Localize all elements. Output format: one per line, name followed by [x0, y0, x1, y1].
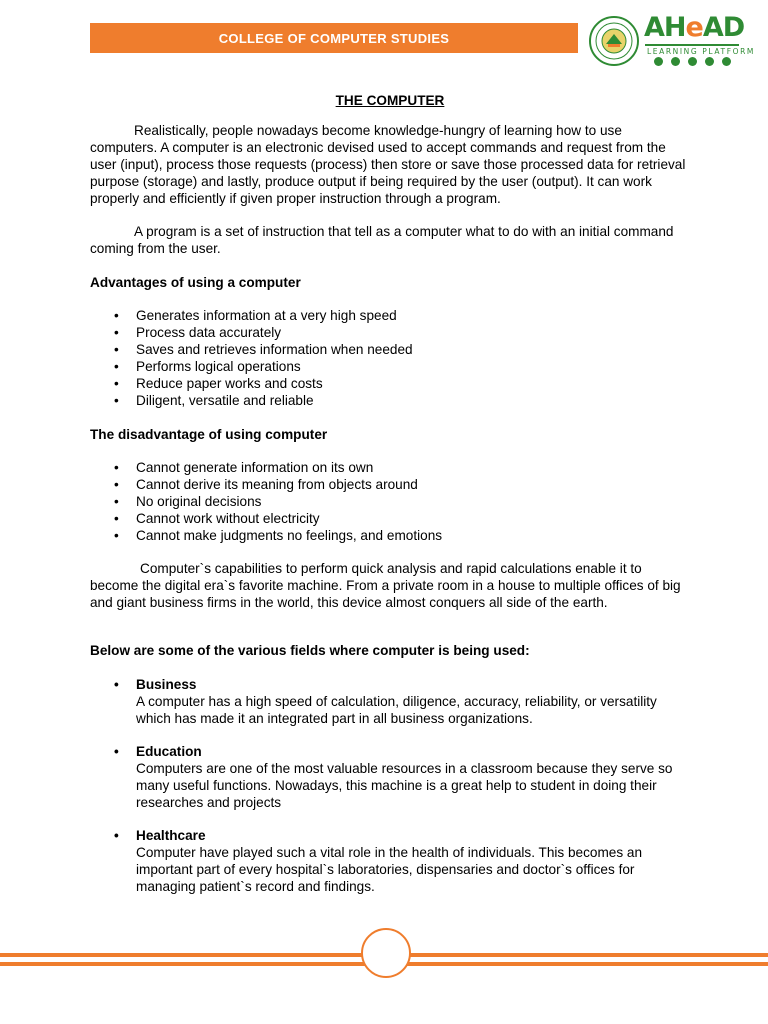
- header-bar: [90, 23, 578, 53]
- ahead-logo: [589, 12, 765, 68]
- list-item: • Performs logical operations: [90, 358, 690, 375]
- disadvantages-heading: The disadvantage of using computer: [90, 427, 328, 442]
- program-paragraph: A program is a set of instruction that tell as a computer what to do with an initial command coming from the user.: [90, 224, 674, 256]
- field-name: • Healthcare: [136, 828, 206, 843]
- brand-name: [644, 12, 744, 43]
- brand-tagline: LEARNING PLATFORM: [647, 47, 755, 56]
- field-description: Computers are one of the most valuable resources in a classroom because they serve so many useful functions. Nowadays, this machine is a great help to student in doing their researches and projects: [136, 761, 673, 810]
- brand-name-start: AH: [644, 12, 686, 43]
- list-item: • Generates information at a very high speed: [90, 307, 690, 324]
- list-item: • No original decisions: [90, 493, 690, 510]
- brand-dot-icon: [705, 57, 714, 66]
- list-item: • Saves and retrieves information when needed: [90, 341, 690, 358]
- list-item: • Process data accurately: [90, 324, 690, 341]
- fields-heading: Below are some of the various fields where computer is being used:: [90, 643, 530, 658]
- brand-dot-icon: [671, 57, 680, 66]
- brand-dot-icon: [722, 57, 731, 66]
- list-item: • Cannot work without electricity: [90, 510, 690, 527]
- field-item-healthcare: [90, 827, 690, 895]
- field-name: • Education: [136, 744, 202, 759]
- document-body: [90, 92, 690, 911]
- list-item: • Cannot make judgments no feelings, and emotions: [90, 527, 690, 544]
- brand-dot-icon: [688, 57, 697, 66]
- advantages-heading: Advantages of using a computer: [90, 275, 301, 290]
- disadvantages-list: [90, 459, 690, 544]
- brand-name-e: e: [685, 12, 703, 43]
- footer-page-circle: [361, 928, 411, 978]
- list-item: • Cannot derive its meaning from objects around: [90, 476, 690, 493]
- advantages-list: [90, 307, 690, 409]
- brand-underline: [645, 44, 739, 46]
- college-seal-icon: [589, 16, 639, 66]
- field-item-education: [90, 743, 690, 811]
- capabilities-paragraph: Computer`s capabilities to perform quick analysis and rapid calculations enable it to become the digital era`s favorite machine. From a private room in a house to multiple offices of big and giant business firms in the world, this device almost conquers all side of the earth.: [90, 561, 681, 610]
- brand-dot-icon: [654, 57, 663, 66]
- intro-paragraph: Realistically, people nowadays become knowledge-hungry of learning how to use computers. A computer is an electronic devised used to accept commands and request from the user (input), process those requests (process) then store or save those processed data for retrieval purpose (storage) and lastly, produce output if being required by the user (output). It can work properly and efficiently if given proper instruction through a program.: [90, 123, 686, 206]
- field-name: • Business: [136, 677, 197, 692]
- field-item-business: [90, 676, 690, 727]
- brand-name-end: AD: [702, 12, 745, 43]
- brand-icon-row: [654, 57, 731, 66]
- list-item: • Diligent, versatile and reliable: [90, 392, 690, 409]
- brand-wordmark: [641, 12, 765, 68]
- field-description: A computer has a high speed of calculation, diligence, accuracy, reliability, or versatility which has made it an integrated part in all business organizations.: [136, 694, 657, 726]
- fields-list: [90, 676, 690, 895]
- college-title: COLLEGE OF COMPUTER STUDIES: [218, 30, 450, 46]
- list-item: • Reduce paper works and costs: [90, 375, 690, 392]
- list-item: • Cannot generate information on its own: [90, 459, 690, 476]
- page-title: THE COMPUTER: [335, 93, 445, 108]
- field-description: Computer have played such a vital role in the health of individuals. This becomes an important part of every hospital`s laboratories, dispensaries and doctor`s offices for managing patient`s record and findings.: [136, 845, 643, 894]
